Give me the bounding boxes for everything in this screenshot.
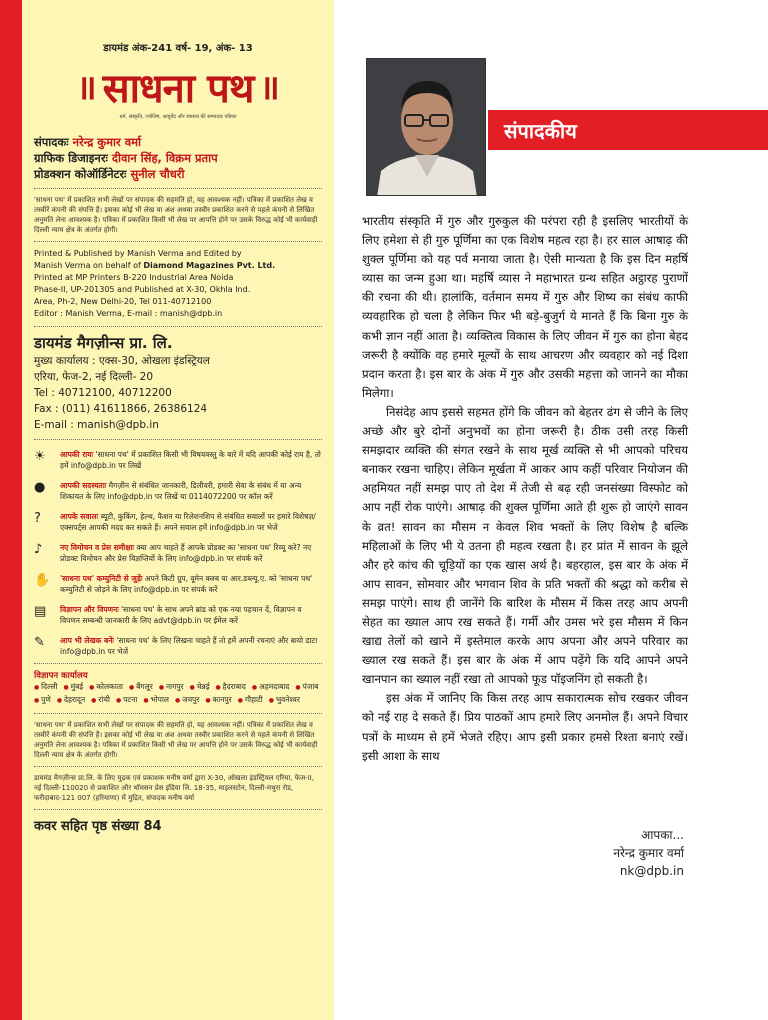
editor-photo: [366, 58, 486, 196]
page-count: कवर सहित पृष्ठ संख्या 84: [34, 819, 162, 834]
editorial-body: [362, 212, 688, 766]
logo-left-ornament: ॥: [76, 68, 97, 108]
graphic-designer-line: ग्राफिक डिजाइनरः दीवान सिंह, विक्रम प्रताप: [34, 151, 218, 165]
lightbulb-icon: ☀: [34, 449, 46, 464]
credits: [34, 134, 322, 182]
list-item: ✋ 'साधना पथ' कम्युनिटी से जुड़ेंः अपने किटी ग्रुप, वूमेन क्लब या आर.डब्ल्यू.ए. को 'साधना पथ' कम्युनिटी से जोड़ने के लिए info@dpb.in पर संपर्क करें: [34, 573, 313, 594]
editorial-heading-bar: [488, 110, 768, 150]
divider: [34, 241, 322, 242]
list-item: ♪ नए विमोचन व प्रेस समीक्षाः क्या आप चाहते हैं आपके प्रोडक्ट का 'साधना पथ' रिव्यू करे? नए प्रोडक्ट विमोचन और प्रेस विज्ञप्तियों के लिए info@dpb.in पर संपर्क करें: [34, 542, 312, 563]
disclaimer: 'साधना पथ' में प्रकाशित सभी लेखों पर संपादक की सहमति हो, यह आवश्यक नहीं। पत्रिका में प्रकाशित लेख व तस्वीरें कंपनी की संपत्ति हैं। इसका कोई भी लेख या अंश अथवा तस्वीर प्रकाशित करने से पहले कंपनी से लिखित अनुमति लेना आवश्यक है। पत्रिका में प्रकाशित किसी भी लेख पर आपत्ति होने पर उसके विरुद्ध कोई भी कार्यवाही दिल्ली न्याय क्षेत्र के अंतर्गत होगी।: [34, 196, 318, 234]
disclaimer-2: 'साधना पथ' में प्रकाशित सभी लेखों पर संपादक की सहमति हो, यह आवश्यक नहीं। पत्रिका में प्रकाशित लेख व तस्वीरें कंपनी की संपत्ति हैं। इसका कोई भी लेख या अंश अथवा तस्वीर प्रकाशित करने से पहले कंपनी से लिखित अनुमति लेना आवश्यक है। पत्रिका में प्रकाशित किसी भी लेख पर आपत्ति होने पर उसके विरुद्ध कोई भी कार्यवाही दिल्ली न्याय क्षेत्र के अंतर्गत होगी।: [34, 721, 318, 759]
list-item: ● आपकी सदस्यताः मैगज़ीन से संबंधित जानकारी, डिलीवरी, हमारी सेवा के संबंध में या अन्य शिकायत के लिए info@dpb.in पर लिखें या 0114072200 पर कॉल करें: [34, 480, 302, 501]
editor-portrait-image: [367, 59, 486, 196]
divider: [34, 663, 322, 664]
contact-items: [34, 449, 322, 657]
advertising-icon: ▤: [34, 604, 47, 619]
ad-offices-title: विज्ञापन कार्यालय: [34, 671, 88, 681]
divider: [34, 713, 322, 714]
question-icon: ?: [34, 511, 41, 526]
paragraph: निसंदेह आप इससे सहमत होंगे कि जीवन को बेहतर ढंग से जीने के लिए अच्छे और बुरे दोनों अनुभवों का होना जरूरी है। ठीक उसी तरह किसी समझदार व्यक्ति की संगत रखने के साथ मूर्ख व्यक्ति से भी आपको परिचय बनाकर रखना चाहिए। लेकिन मूर्खता में आकर आप कहीं परिवार नियोजन की अहमियत नहीं समझ पाए तो देश में तेजी से बढ़ रही जनसंख्या विस्फोट को आप नहीं रोक पाएंगे। आषाढ़ की शुक्ल पूर्णिमा आते ही शुरू हो जाएंगे सावन के व्रत! सावन का मौसम न केवल शिव भक्तों के लिए विशेष है बल्कि महिलाओं के लिए भी ये उतना ही महत्व रखता है। हर प्रांत में सावन के झूले और हरे कांच की चूड़ियों का एक खास अर्थ है। बहरहाल, इस बार के अंक में आप सावन, सोमवार और भगवान शिव के प्रति भक्तों की श्रद्धा को करीब से समझ पाएंगे। साथ ही जानेंगे कि बारिश के मौसम में किस तरह आप अपनी सेहत का ख्याल आप रख सकते हैं। गर्मी और उमस भरे इस मौसम में किन खाद्य तेलों को खाने में इस्तेमाल करके आप अपना और अपने परिवार का ख्याल रख सकते हैं। इस बार के अंक में आप पढ़ेंगे कि यदि आपने अपने खानपान का ख्याल नहीं रखा तो आपको फूड पॉइजनिंग हो सकती है।: [362, 404, 688, 687]
logo-right-ornament: ॥: [259, 68, 280, 108]
list-item: ? आपके सवालः ब्यूटी, कुकिंग, हेल्थ, फैशन या रिलेशनशिप से संबंधित सवालों पर हमारे विशेषज्ञ/एक्सपर्ट्स आपकी मदद कर सकते हैं। अपने सवाल हमें info@dpb.in पर भेजें: [34, 511, 316, 532]
editorial-heading: संपादकीय: [504, 119, 577, 143]
handshake-icon: ✋: [34, 573, 51, 588]
subscription-icon: ●: [34, 480, 46, 495]
logo-tagline: धर्म, संस्कृति, ज्योतिष, आयुर्वेद और स्वास्थ्य की सम्पादक पत्रिका: [119, 114, 237, 120]
printer-info: Printed & Published by Manish Verma and Edited by Manish Verma on behalf of Diamond Magazines Pvt. Ltd. Printed at MP Printers B-220 Industrial Area Noida Phase-II, UP-201305 and Published at X-30, Okhla Ind. Area, Ph-2, New Delhi-20, Tel 011-40712100 Editor : Manish Verma, E-mail : manish@dpb.in: [34, 249, 276, 318]
divider: [34, 188, 322, 189]
list-item: ▤ विज्ञापन और विपणनः 'साधना पथ' के साथ अपने ब्रांड को एक नया पहचान दें, विज्ञापन व विपणन सम्बन्धी जानकारी के लिए advt@dpb.in पर ईमेल करें: [34, 604, 302, 625]
imprint: डायमंड मैगज़ीन्स प्रा.लि. के लिए मुद्रक एवं प्रकाशक मनीष वर्मा द्वारा X-30, ओखला इंडस्ट्रियल एरिया, फेज-II, नई दिल्ली-110020 से प्रकाशित और थॉमसन प्रेस इंडिया लि. 18-35, माइलस्टोन, दिल्ली-मथुरा रोड, फरीदाबाद-121 007 (हरियाणा) में मुद्रित, संपादक मनीष वर्मा: [34, 774, 315, 802]
ad-offices-list: ● दिल्ली ● मुंबई ● कोलकाता ● बैंगलूर ● नागपुर ● चेन्नई ● हैदराबाद ● अहमदाबाद ● पंजाब ● पुणे ● देहरादून ● रांची ● पटना ● भोपाल ● जयपुर ● कानपुर ● गौहाटी ● भुवनेश्वर: [34, 681, 322, 707]
signature-block: आपका... नरेन्द्र कुमार वर्मा nk@dpb.in: [613, 828, 684, 878]
left-red-stripe: [0, 0, 22, 1020]
divider: [34, 809, 322, 810]
company-address: मुख्य कार्यालय : एक्स-30, ओखला इंडस्ट्रियल एरिया, फेज-2, नई दिल्ली- 20 Tel : 40712100, 40712200 Fax : (011) 41611866, 26386124 E-mail : manish@dpb.in: [34, 355, 210, 431]
magazine-logo: [34, 60, 322, 112]
pen-icon: ✎: [34, 635, 45, 650]
company-name: डायमंड मैगज़ीन्स प्रा. लि.: [34, 334, 173, 352]
divider: [34, 766, 322, 767]
logo-text: साधना पथ: [102, 64, 254, 112]
editor-line: संपादकः नरेन्द्र कुमार वर्मा: [34, 135, 141, 149]
list-item: ✎ आप भी लेखक बनेंः 'साधना पथ' के लिए लिखना चाहते हैं तो हमें अपनी रचनाएं और बायो डाटा info@dpb.in पर भेजें: [34, 635, 318, 656]
microphone-icon: ♪: [34, 542, 43, 557]
paragraph: इस अंक में जानिए कि किस तरह आप सकारात्मक सोच रखकर जीवन को नई राह दे सकते हैं। प्रिय पाठकों आप हमारे लिए अनमोल हैं। अपने विचार पत्रों के माध्यम से हमें भेजते रहिए। आप इसी प्रकार हमसे रिश्ता बनाएं रखें। इसी आशा के साथ: [362, 691, 688, 763]
production-line: प्रोडक्शन कोऑर्डिनेटरः सुनील चौधरी: [34, 167, 185, 181]
list-item: ☀ आपकी रायः 'साधना पथ' में प्रकाशित किसी भी विषयवस्तु के बारे में यदि आपकी कोई राय है, तो हमें info@dpb.in पर लिखें: [34, 449, 321, 470]
masthead-sidebar: [22, 0, 334, 1020]
issue-line: डायमंड अंक-241 वर्ष- 19, अंक- 13: [103, 43, 253, 54]
paragraph: भारतीय संस्कृति में गुरु और गुरुकुल की परंपरा रही है इसलिए भारतीयों के लिए हमेशा से ही गुरु पूर्णिमा का एक विशेष महत्व रहा है। हर साल आषाढ़ की शुक्ल पूर्णिमा को यह पर्व मनाया जाता है। ऐसी मान्यता है कि इस दिन महर्षि व्यास का जन्म हुआ था। महर्षि व्यास ने महाभारत ग्रन्थ सहित अट्ठारह पुराणों की रचना की थी। हालांकि, वर्तमान समय में गुरु और शिष्य का संबंध काफी व्यवहारिक हो चला है लेकिन फिर भी बड़े-बुजुर्ग ये मानते हैं कि बिना गुरु के कभी ज्ञान नहीं आता है। व्यक्तित्व विकास के लिए जीवन में गुरु का होना बेहद जरूरी है क्योंकि वह हमारे मूल्यों के साथ आचरण और व्यवहार को नई दिशा प्रदान करता है। इस बार के अंक में गुरु और उसकी महत्ता को जानने का मौका मिलेगा।: [362, 214, 688, 400]
divider: [34, 439, 322, 440]
divider: [34, 326, 322, 327]
